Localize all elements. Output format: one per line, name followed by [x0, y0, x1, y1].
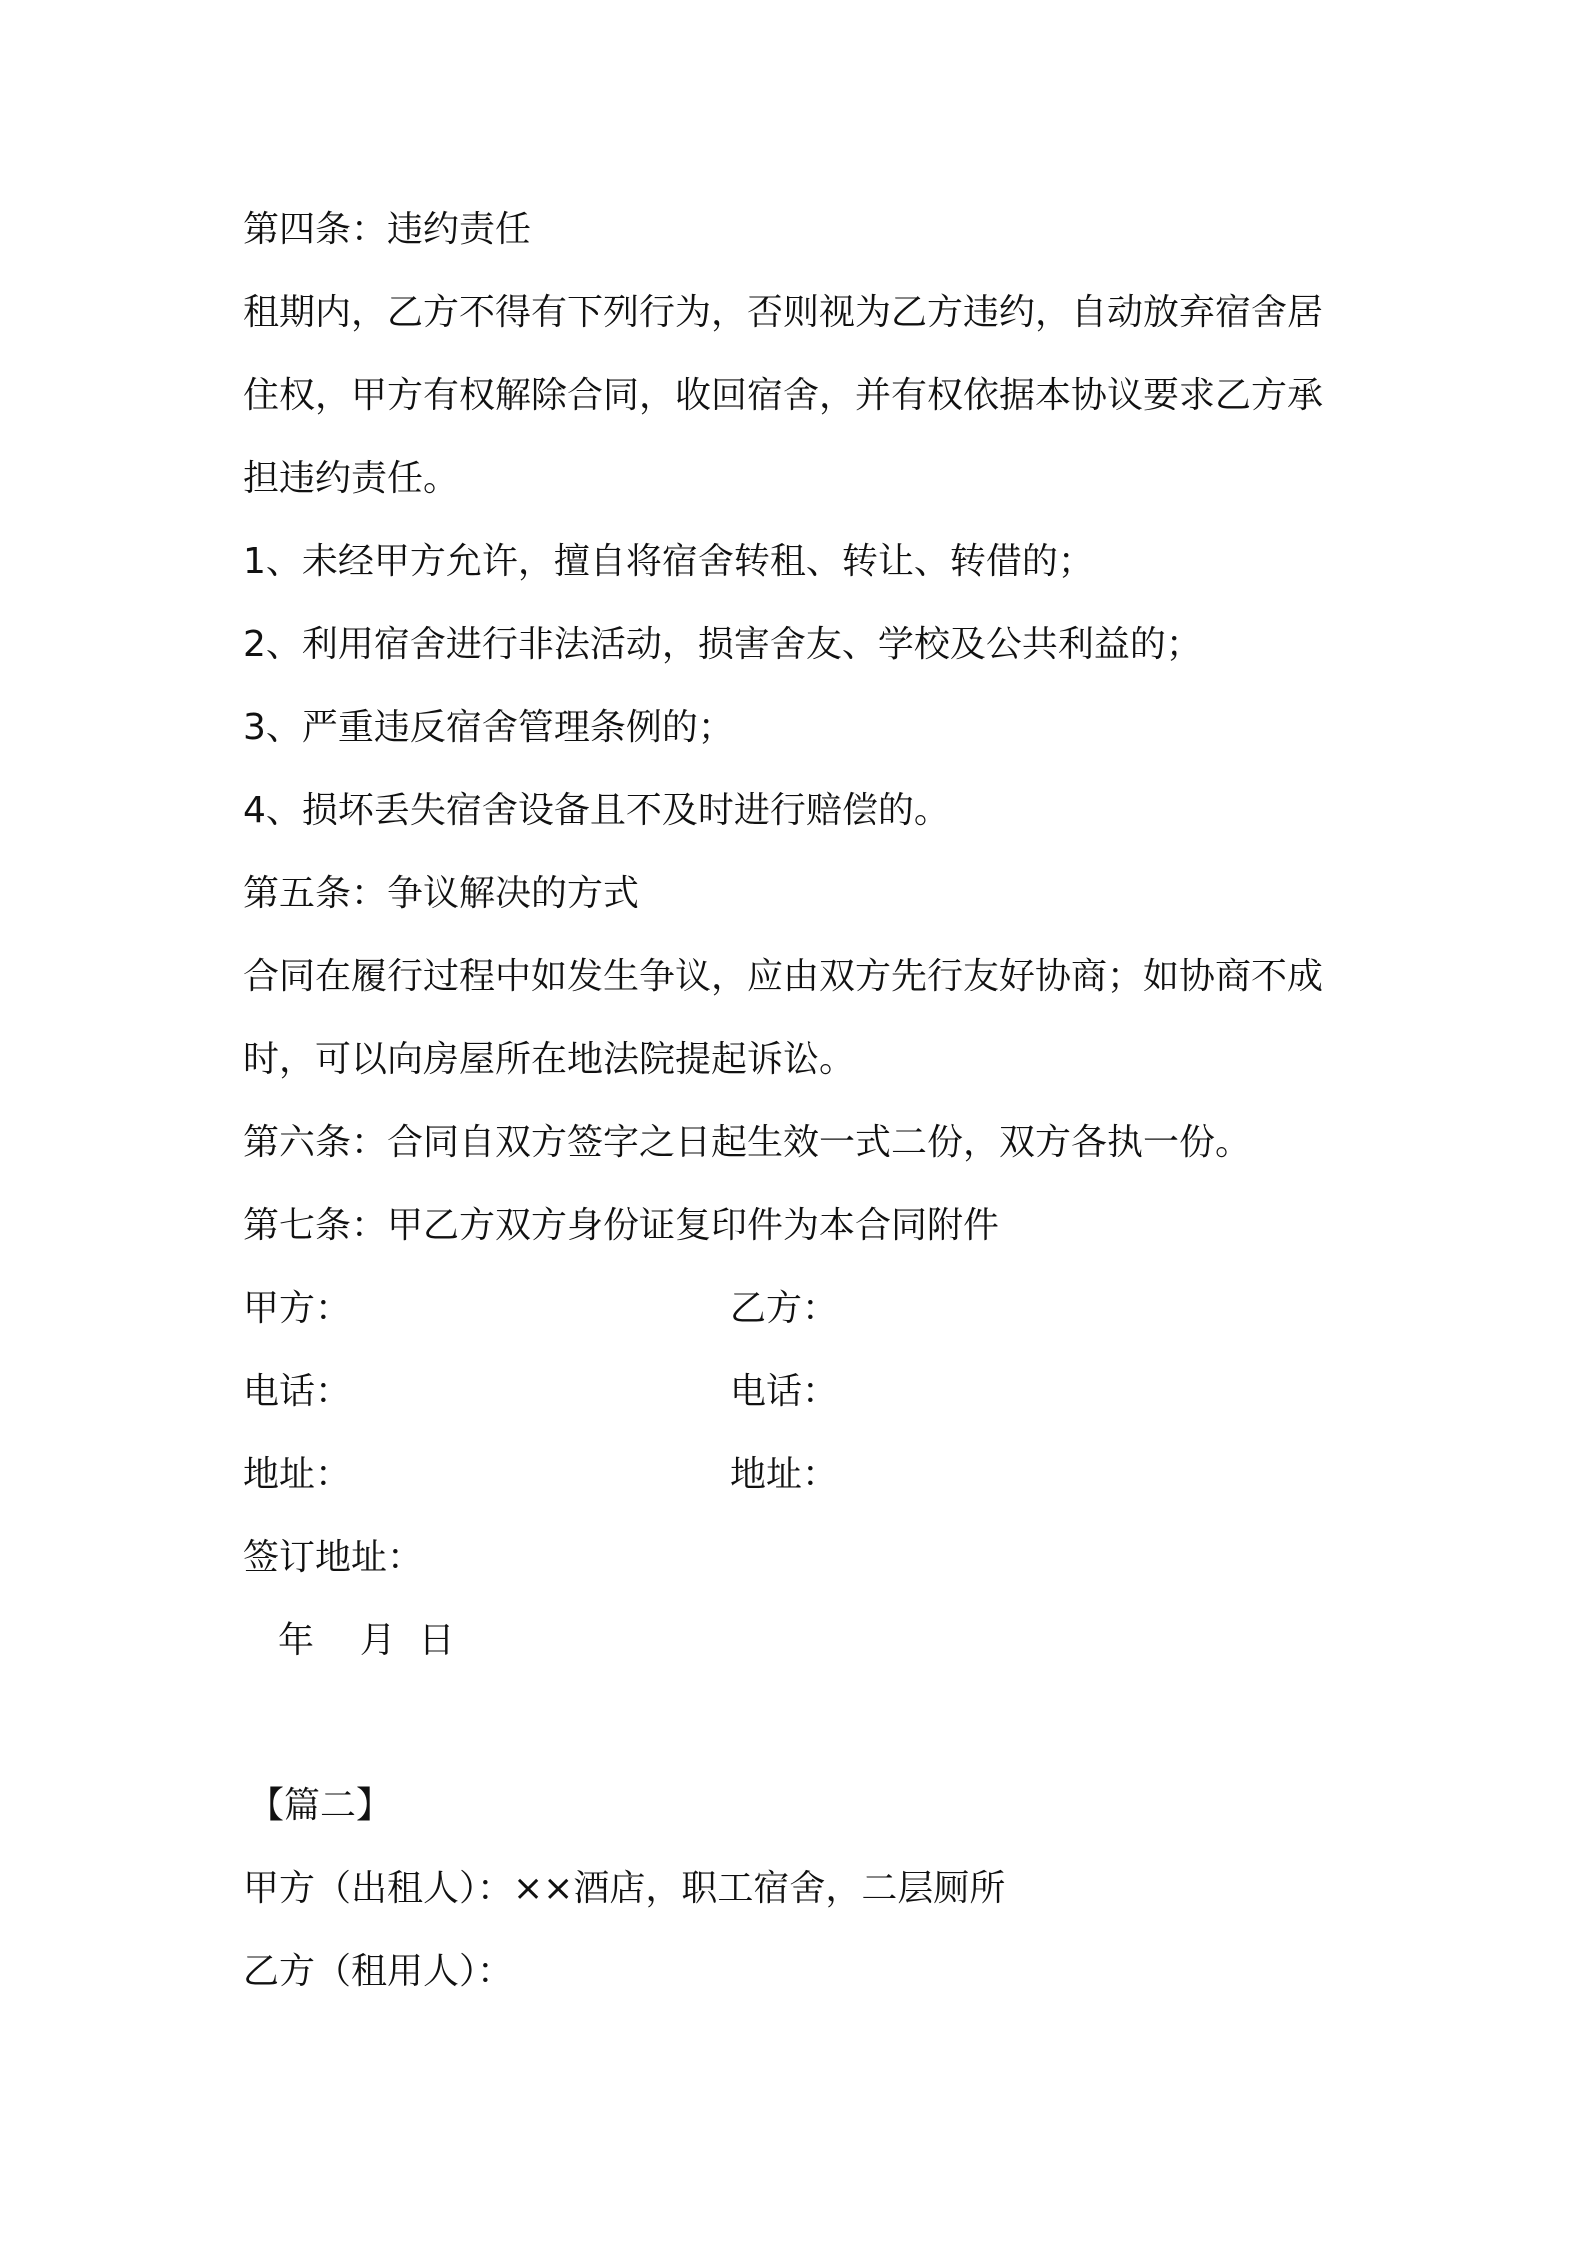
- section4-item-2: 2、利用宿舍进行非法活动，损害舍友、学校及公共利益的；: [243, 624, 1202, 665]
- section4-para-line-2: 住权，甲方有权解除合同，收回宿舍，并有权依据本协议要求乙方承: [243, 375, 1324, 416]
- section7-text: 第七条：甲乙方双方身份证复印件为本合同附件: [243, 1205, 1000, 1246]
- section4-para-line-3: 担违约责任。: [243, 458, 460, 499]
- section4-item-1: 1、未经甲方允许，擅自将宿舍转租、转让、转借的；: [243, 541, 1094, 582]
- section5-para-line-2: 时，可以向房屋所在地法院提起诉讼。: [243, 1039, 856, 1080]
- section5-para-line-1: 合同在履行过程中如发生争议，应由双方先行友好协商；如协商不成: [243, 956, 1324, 997]
- phone-a-label: 电话：: [243, 1371, 352, 1412]
- part2-title: 【篇二】: [248, 1785, 393, 1826]
- date-line: 年 月 日: [278, 1620, 455, 1661]
- section4-item-4: 4、损坏丢失宿舍设备且不及时进行赔偿的。: [243, 790, 950, 831]
- section6-text: 第六条：合同自双方签字之日起生效一式二份，双方各执一份。: [243, 1122, 1252, 1163]
- section4-heading: 第四条：违约责任: [243, 209, 532, 250]
- section5-heading: 第五条：争议解决的方式: [243, 873, 640, 914]
- address-a-label: 地址：: [243, 1454, 352, 1495]
- part2-lessor: 甲方（出租人）：××酒店，职工宿舍，二层厕所: [243, 1868, 1006, 1909]
- sign-place-label: 签订地址：: [243, 1537, 424, 1578]
- phone-b-label: 电话：: [730, 1371, 839, 1412]
- part2-lessee: 乙方（租用人）：: [243, 1951, 514, 1992]
- party-a-label: 甲方：: [243, 1288, 352, 1329]
- section4-para-line-1: 租期内，乙方不得有下列行为，否则视为乙方违约，自动放弃宿舍居: [243, 292, 1324, 333]
- party-b-label: 乙方：: [730, 1288, 839, 1329]
- section4-item-3: 3、严重违反宿舍管理条例的；: [243, 707, 734, 748]
- address-b-label: 地址：: [730, 1454, 839, 1495]
